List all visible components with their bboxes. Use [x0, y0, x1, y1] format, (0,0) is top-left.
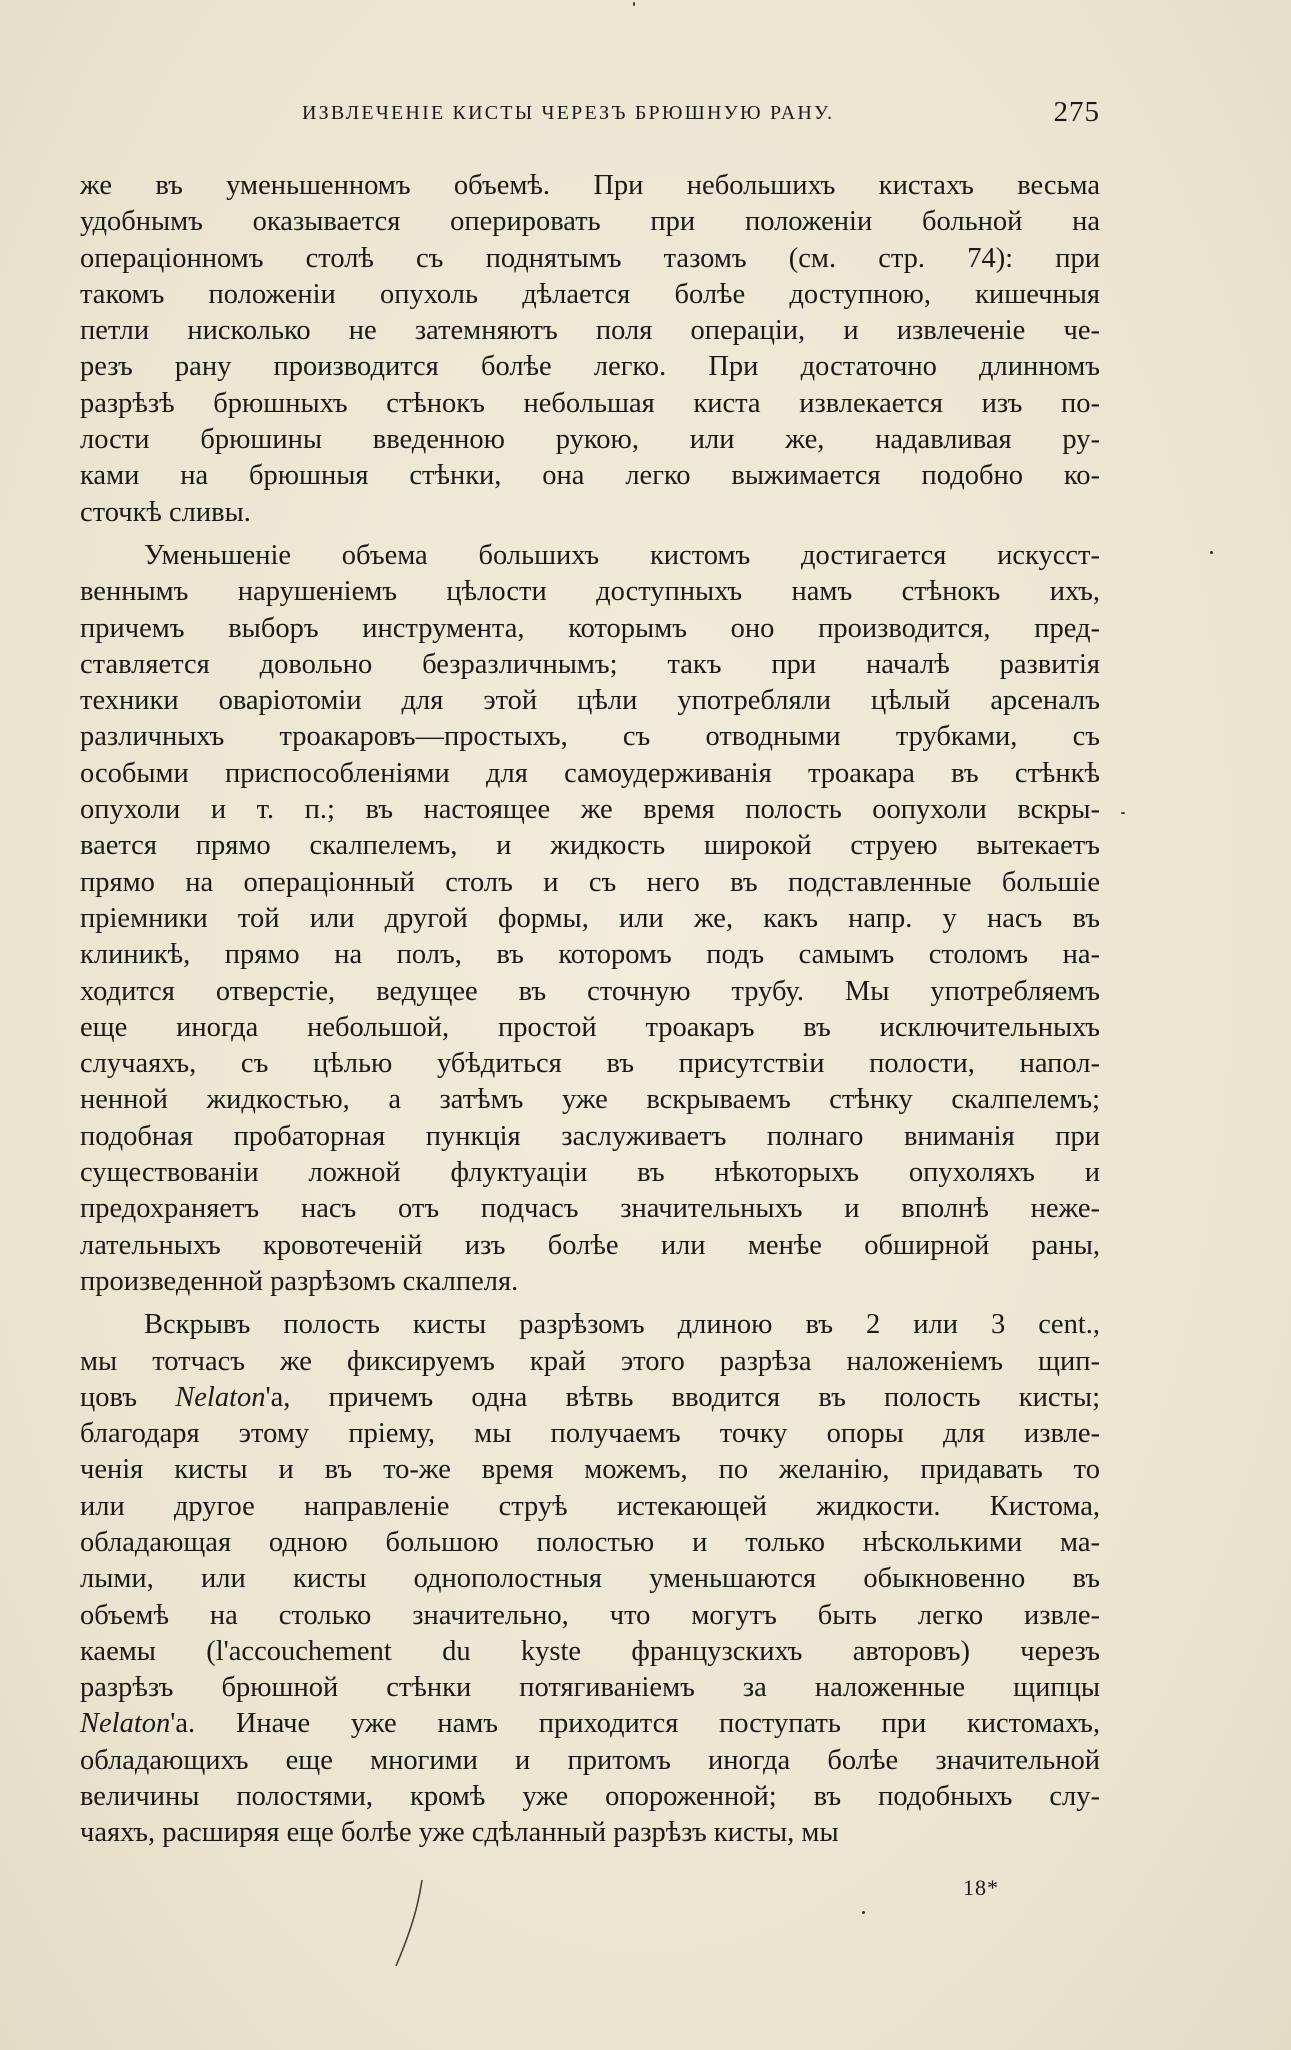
- speck: [633, 2, 635, 6]
- text-line: или другое направленіе струѣ истекающей жидкости. Кистома,: [80, 1490, 1100, 1522]
- page-number: 275: [1053, 96, 1100, 128]
- text-line: благодаря этому пріему, мы получаемъ точку опоры для извле-: [80, 1418, 1100, 1450]
- text-line: Nelaton'а. Иначе уже намъ приходится поступать при кистомахъ,: [80, 1708, 1100, 1740]
- text-line: же въ уменьшенномъ объемѣ. При небольшихъ кистахъ весьма: [80, 170, 1100, 201]
- text-line: чаяхъ, расширяя еще болѣе уже сдѣланный разрѣзъ кисты, мы: [80, 1817, 839, 1849]
- text-line: различныхъ троакаровъ—простыхъ, съ отводными трубками, съ: [80, 721, 1100, 753]
- scratch-mark: [392, 1878, 432, 1968]
- text-line: цовъ Nelaton'а, причемъ одна вѣтвь вводится въ полость кисты;: [80, 1381, 1100, 1413]
- text-line: предохраняетъ насъ отъ подчасъ значительныхъ и вполнѣ неже-: [80, 1193, 1100, 1225]
- text-line: особыми приспособленіями для самоудерживанія троакара въ стѣнкѣ: [80, 757, 1100, 789]
- text-line: опухоли и т. п.; въ настоящее же время полость оопухоли вскры-: [80, 794, 1100, 826]
- text-line: сточкѣ сливы.: [80, 496, 251, 528]
- page-header: [80, 96, 1100, 136]
- text-line: техники оваріотоміи для этой цѣли употребляли цѣлый арсеналъ: [80, 685, 1100, 717]
- text-line: обладающая одною большою полостью и только нѣсколькими ма-: [80, 1526, 1100, 1558]
- text-line: резъ рану производится болѣе легко. При достаточно длинномъ: [80, 351, 1100, 383]
- speck: [1210, 551, 1213, 554]
- body-text: [80, 168, 1100, 1852]
- text-line: ходится отверстіе, ведущее въ сточную трубу. Мы употребляемъ: [80, 975, 1100, 1007]
- text-line: ставляется довольно безразличнымъ; такъ при началѣ развитія: [80, 648, 1100, 680]
- speck: [1121, 812, 1125, 814]
- text-line: веннымъ нарушеніемъ цѣлости доступныхъ намъ стѣнокъ ихъ,: [80, 576, 1100, 608]
- signature-mark: 18*: [963, 1875, 999, 1900]
- paragraph-2: [80, 538, 1100, 1300]
- text-line: лости брюшины введенною рукою, или же, надавливая ру-: [80, 424, 1100, 456]
- speck: [862, 1911, 865, 1914]
- text-line: объемѣ на столько значительно, что могутъ быть легко извле-: [80, 1599, 1100, 1631]
- text-line: такомъ положеніи опухоль дѣлается болѣе доступною, кишечныя: [80, 278, 1100, 310]
- paragraph-1: [80, 168, 1100, 531]
- text-line: произведенной разрѣзомъ скалпеля.: [80, 1265, 519, 1297]
- text-line: разрѣзѣ брюшныхъ стѣнокъ небольшая киста извлекается изъ по-: [80, 387, 1100, 419]
- text-line: ненной жидкостью, а затѣмъ уже вскрываемъ стѣнку скалпелемъ;: [80, 1084, 1100, 1116]
- text-line: величины полостями, кромѣ уже опороженной; въ подобныхъ слу-: [80, 1781, 1100, 1813]
- text-line: разрѣзъ брюшной стѣнки потягиваніемъ за наложенные щипцы: [80, 1672, 1100, 1704]
- running-head: ИЗВЛЕЧЕНІЕ КИСТЫ ЧЕРЕЗЪ БРЮШНУЮ РАНУ.: [302, 102, 835, 124]
- text-line: прямо на операціонный столъ и съ него въ подставленные большіе: [80, 866, 1100, 898]
- text-line: еще иногда небольшой, простой троакаръ въ исключительныхъ: [80, 1011, 1100, 1043]
- text-line: обладающихъ еще многими и притомъ иногда болѣе значительной: [80, 1744, 1100, 1776]
- text-line: пріемники той или другой формы, или же, какъ напр. у насъ въ: [80, 902, 1100, 934]
- text-line: лательныхъ кровотеченій изъ болѣе или менѣе обширной раны,: [80, 1229, 1100, 1261]
- text-line: причемъ выборъ инструмента, которымъ оно производится, пред-: [80, 612, 1100, 644]
- text-line: ками на брюшныя стѣнки, она легко выжимается подобно ко-: [80, 460, 1100, 492]
- text-line: клиникѣ, прямо на полъ, въ которомъ подъ самымъ столомъ на-: [80, 939, 1100, 971]
- text-line: Вскрывъ полость кисты разрѣзомъ длиною въ 2 или 3 cent.,: [144, 1309, 1100, 1341]
- text-line: вается прямо скалпелемъ, и жидкость широкой струею вытекаетъ: [80, 830, 1100, 862]
- paragraph-3: [80, 1307, 1100, 1851]
- text-line: лыми, или кисты однополостныя уменьшаются обыкновенно въ: [80, 1563, 1100, 1595]
- text-line: петли нисколько не затемняютъ поля операціи, и извлеченіе че-: [80, 315, 1100, 347]
- text-line: удобнымъ оказывается оперировать при положеніи больной на: [80, 206, 1100, 238]
- text-line: существованіи ложной флуктуаціи въ нѣкоторыхъ опухоляхъ и: [80, 1157, 1100, 1189]
- text-line: ченія кисты и въ то-же время можемъ, по желанію, придавать то: [80, 1454, 1100, 1486]
- text-line: каемы (l'accouchement du kyste французскихъ авторовъ) черезъ: [80, 1635, 1100, 1667]
- text-line: Уменьшеніе объема большихъ кистомъ достигается искусст-: [144, 539, 1100, 571]
- text-line: подобная пробаторная пункція заслуживаетъ полнаго вниманія при: [80, 1120, 1100, 1152]
- text-line: мы тотчасъ же фиксируемъ край этого разрѣза наложеніемъ щип-: [80, 1345, 1100, 1377]
- text-line: случаяхъ, съ цѣлью убѣдиться въ присутствіи полости, напол-: [80, 1048, 1100, 1080]
- text-line: операціонномъ столѣ съ поднятымъ тазомъ (см. стр. 74): при: [80, 242, 1100, 274]
